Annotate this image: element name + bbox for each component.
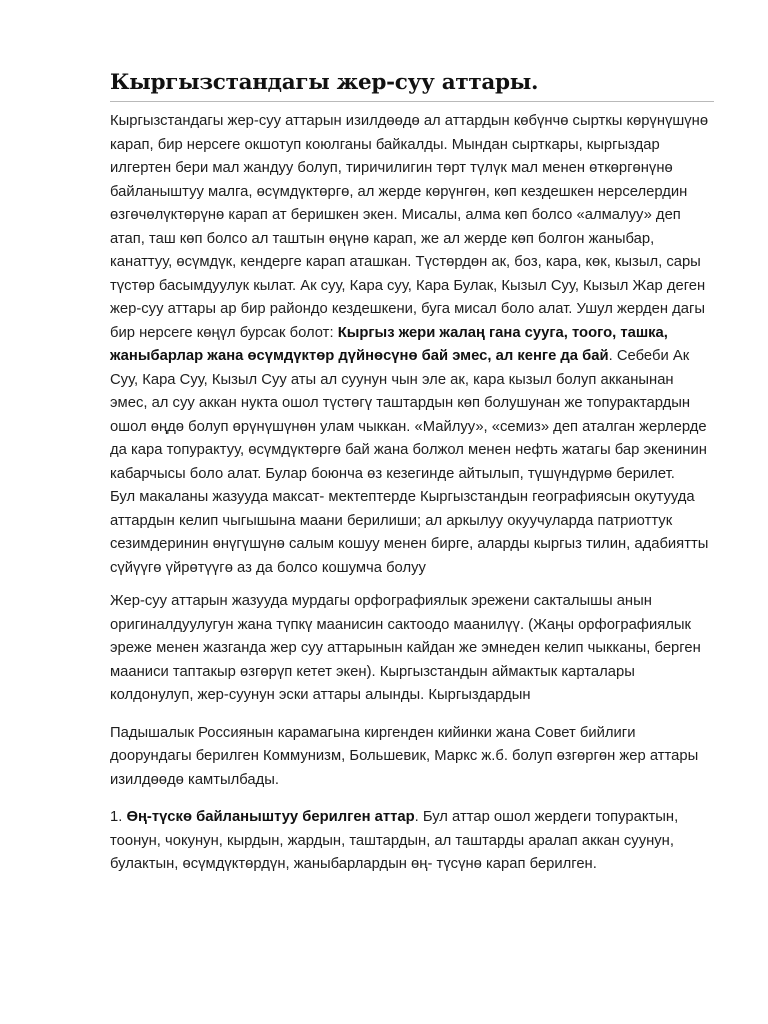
list-item-text: . Бул аттар ошол жердеги топурактын, тоонун, чокунун, кырдын, жардын, таштардын, ал таштарды аралап аккан суунун, булактын, өсүмдүктөрдүн, жаныбарлардын өң- түсүнө карап берилген. bbox=[110, 809, 679, 872]
paragraph-intro-text-after: . Себеби Ак Суу, Кара Суу, Кызыл Суу аты ал суунун чын эле ак, кара кызыл болуп акканынан эмес, ал суу аккан нукта ошол түстөгү таштардын көп болушунан же топурактардын ошол өңдө болуп өрүнүшүнөн улам чыккан. «Майлуу», «семиз» деп аталган жерлерде да кара топурактуу, өсүмдүктөргө бай жана болжол менен нефть жатагы бар экенинин кабарчысы боло алат. Булар боюнча өз кезегинде айтылып, түшүндүрмө берилет. bbox=[110, 348, 707, 482]
list-number: 1. bbox=[110, 809, 127, 825]
document-page bbox=[110, 0, 714, 877]
paragraph-intro-text: Кыргызстандагы жер-суу аттарын изилдөөдө ал аттардын көбүнчө сырткы көрүнүшүнө карап, бир нерсеге окшотуп коюлганы байкалды. Мындан сырткары, кыргыздар илгертен бери мал жандуу болуп, тиричилигин төрт түлүк мал менен өткөргөнүнө байланыштуу малга, өсүмдүктөргө, ал жерде көрүнгөн, көп кездешкен нерселердин өзгөчөлүктөрүнө карап ат беришкен экен. Мисалы, алма көп болсо «алмалуу» деп атап, таш көп болсо ал таштын өңүнө карап, же ал жерде көп болгон жаныбар, канаттуу, өсүмдүк, кендерге карап аташкан. Түстөрдөн ак, боз, кара, көк, кызыл, сары түстөр басымдуулук кылат. Ак суу, Кара суу, Кара Булак, Кызыл Суу, Кызыл Жар деген жер-суу аттары ар бир райондо кездешкени, буга мисал боло алат. Ушул жерден дагы бир нерсеге көңүл бурсак болот: bbox=[110, 113, 709, 341]
paragraph-item-1 bbox=[110, 806, 714, 877]
paragraph-exclusions: Падышалык Россиянын карамагына киргенден кийинки жана Совет бийлиги доорундагы берилген Коммунизм, Большевик, Маркс ж.б. болуп өзгөргөн жер аттары изилдөөдө камтылбады. bbox=[110, 724, 699, 788]
list-item-heading: Өң-түскө байланыштуу берилген аттар bbox=[126, 809, 415, 825]
title-divider bbox=[110, 101, 714, 102]
document-title: Кыргызстандагы жер-суу аттары. bbox=[110, 70, 539, 95]
paragraph-intro-bold: Кыргыз жери жалаң гана сууга, тоого, ташка, жаныбарлар жана өсүмдүктөр дүйнөсүнө бай эмес, ал кенге да бай bbox=[110, 324, 668, 364]
paragraph-intro bbox=[110, 110, 714, 486]
paragraph-orthography: Жер-суу аттарын жазууда мурдагы орфографиялык эрежени сакталышы анын оригиналдуулугун жана түпкү маанисин сактоодо маанилүү. (Жаңы орфографиялык эреже менен жазганда жер суу аттарынын кайдан же эмнеден келип чыкканы, берген мааниси таптакыр өзгөрүп кетет экен). Кыргызстандын аймактык карталары колдонулуп, жер-суунун эски аттары алынды. Кыргыздардын bbox=[110, 593, 701, 703]
paragraph-purpose: Бул макаланы жазууда максат- мектептерде Кыргызстандын географиясын окутууда аттардын келип чыгышына маани берилиши; ал аркылуу окуучуларда патриоттук сезимдеринин өнүгүшүнө салым кошуу менен бирге, аларды кыргыз тилин, адабиятты сүйүүгө үйрөтүүгө аз да болсо кошумча болуу bbox=[110, 489, 709, 576]
